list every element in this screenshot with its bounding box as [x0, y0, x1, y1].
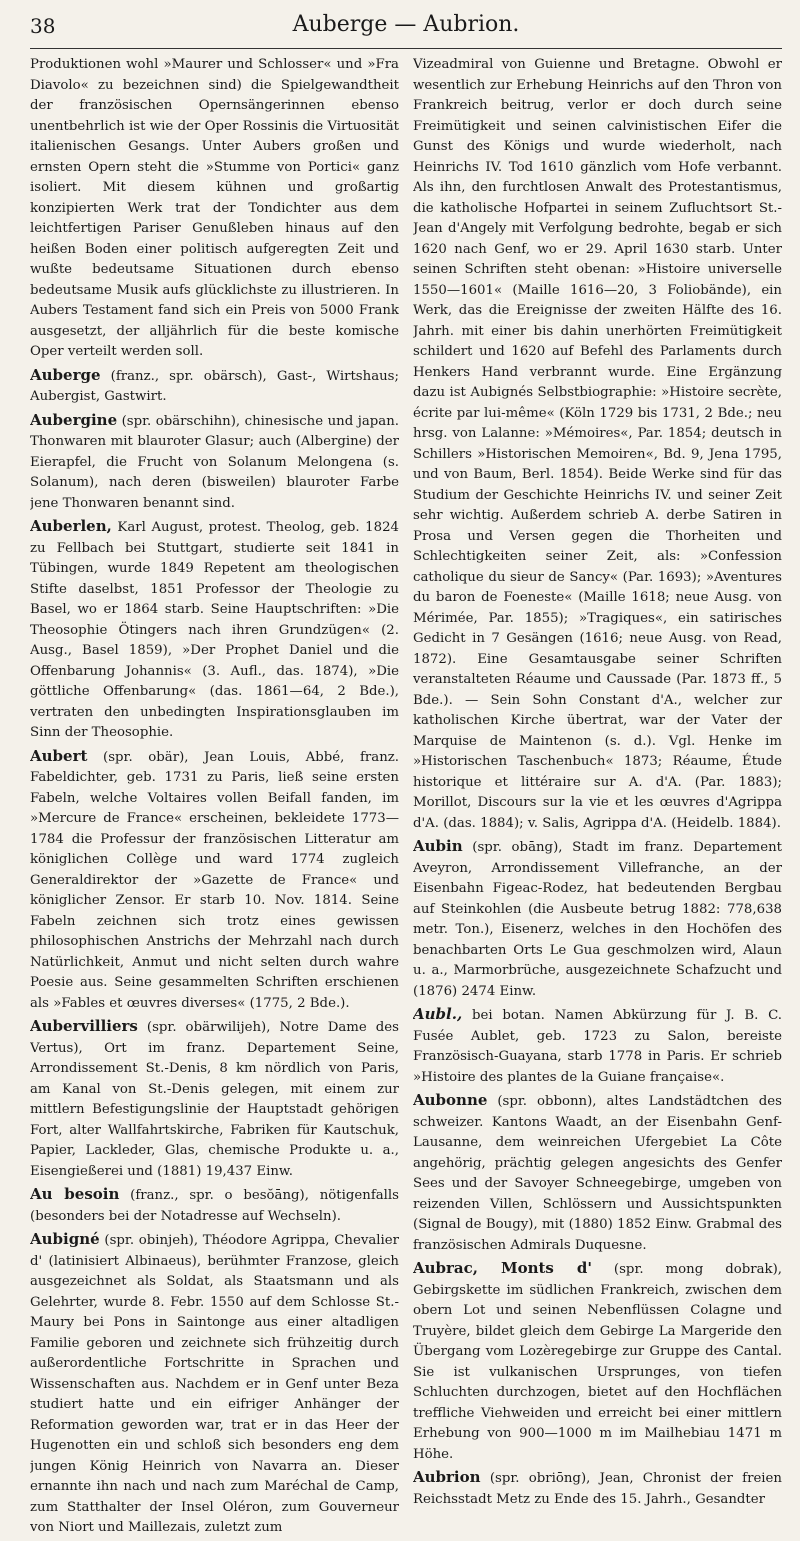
entry-headword: Aubrion — [413, 1468, 481, 1486]
entry-text: (spr. obärwilijeh), Notre Dame des Vertus), Ort im franz. Departement Seine, Arrondissement St.-Denis, 8 km nördlich von Paris, am Kanal von St.-Denis gelegen, mit einem zur mittlern Befestigungslinie der Hauptstadt gehörigen Fort, alter Wallfahrtskirche, Fabriken für Kautschuk, Papier, Lackleder, Glas, chemische Produkte u. a., Eisengießerei und (1881) 19,437 Einw. — [30, 1020, 399, 1179]
entry-text: (spr. obinjeh), Théodore Agrippa, Chevalier d' (latinisiert Albinaeus), berühmter Franzose, gleich ausgezeichnet als Soldat, als Staatsmann und als Gelehrter, wurde 8. Febr. 1550 auf dem Schlosse St.-Maury bei Pons in Saintonge aus einer altadligen Familie geboren und zeichnete sich frühzeitig durch außerordentliche Fortschritte in Sprachen und Wissenschaften aus. Nachdem er in Genf unter Beza studiert hatte und ein eifriger Anhänger der Reformation geworden war, trat er in das Heer der Hugenotten ein und schloß sich besonders eng dem jungen König Heinrich von Navarra an. Dieser ernannte ihn nach und nach zum Maréchal de Camp, zum Statthalter der Insel Oléron, zum Gouverneur von Niort und Maillezais, zuletzt zum — [30, 1233, 399, 1535]
entry-text: (spr. obärschihn), chinesische und japan. Thonwaren mit blauroter Glasur; auch (Albergine) der Eierapfel, die Frucht von Solanum Melongena (s. Solanum), nach deren (bisweilen) blauroter Farbe jene Thonwaren benannt sind. — [30, 413, 399, 511]
entry-headword: Aubrac, Monts d' — [413, 1259, 592, 1277]
dictionary-entry — [30, 365, 399, 408]
entry-text: (spr. mong dobrak), Gebirgskette im südlichen Frankreich, zwischen dem obern Lot und seinen Nebenflüssen Colagne und Truyère, bildet gleich dem Gebirge La Margeride den Übergang vom Lozèregebirge zur Gruppe des Cantal. Sie ist vulkanischen Ursprunges, von tiefen Schluchten durchzogen, bietet auf den Hochflächen treffliche Viehweiden und erreicht bei einer mittlern Erhebung von 900—1000 m im Mailhebiau 1471 m Höhe. — [413, 1262, 782, 1462]
dictionary-entry — [30, 1229, 399, 1539]
entry-headword: Aubigné — [30, 1230, 100, 1248]
dictionary-entry — [30, 1184, 399, 1227]
entry-text: (spr. obāng), Stadt im franz. Departement Aveyron, Arrondissement Villefranche, an der Eisenbahn Figeac-Rodez, hat bedeutenden Bergbau auf Steinkohlen (die Ausbeute betrug 1882: 778,638 metr. Ton.), Eisenerz, welches in den Hochöfen des benachbarten Orts Le Gua geschmolzen wird, Alaun u. a., Marmorbrüche, ausgezeichnete Schafzucht und (1876) 2474 Einw. — [413, 840, 782, 999]
right-column — [413, 55, 782, 1541]
running-head: Auberge — Aubrion. — [292, 12, 520, 37]
page-header — [30, 10, 782, 49]
entry-headword: Aubonne — [413, 1091, 488, 1109]
entry-text: (franz., spr. o besŏāng), nötigenfalls (besonders bei der Notadresse auf Wechseln). — [30, 1188, 399, 1224]
text-columns — [30, 55, 782, 1541]
dictionary-entry — [413, 1090, 782, 1256]
dictionary-entry — [30, 55, 399, 363]
entry-text: (spr. obbonn), altes Landstädtchen des schweizer. Kantons Waadt, an der Eisenbahn Genf-Lausanne, dem weinreichen Ufergebiet La Côte angehörig, prächtig gelegen angesichts des Genfer Sees und der Savoyer Schneegebirge, umgeben von reizenden Villen, Schlössern und Aussichtspunkten (Signal de Bougy), mit (1880) 1852 Einw. Grabmal des französischen Admirals Duquesne. — [413, 1094, 782, 1253]
page-number: 38 — [30, 14, 56, 38]
entry-headword: Aubergine — [30, 410, 118, 429]
entry-text: (spr. obriōng), Jean, Chronist der freien Reichsstadt Metz zu Ende des 15. Jahrh., Gesandter — [413, 1471, 782, 1507]
entry-headword: Aubl., — [413, 1005, 463, 1023]
dictionary-entry — [30, 516, 399, 744]
dictionary-entry — [413, 1467, 782, 1510]
entry-headword: Auberlen, — [30, 517, 112, 535]
dictionary-entry — [413, 1004, 782, 1088]
entry-text: Produktionen wohl »Maurer und Schlosser« und »Fra Diavolo« zu bezeichnen sind) die Spielgewandtheit der französischen Opernsängerinnen ebenso unentbehrlich ist wie der Oper Rossinis die Virtuosität italienischen Gesangs. Unter Aubers großen und ernsten Opern steht die »Stumme von Portici« ganz isoliert. Mit diesem kühnen und großartig konzipierten Werk trat der Tondichter aus dem leichtfertigen Pariser Genußleben hinaus auf den heißen Boden einer politisch aufgeregten Zeit und wußte bedeutsame Situationen durch ebenso bedeutsame Musik aufs glücklichste zu illustrieren. In Aubers Testament fand sich ein Preis von 5000 Frank ausgesetzt, der alljährlich für die beste komische Oper verteilt werden soll. — [30, 57, 399, 359]
dictionary-entry — [30, 1016, 399, 1182]
entry-text: Karl August, protest. Theolog, geb. 1824 zu Fellbach bei Stuttgart, studierte seit 1841 in Tübingen, wurde 1849 Repetent am theologischen Stifte daselbst, 1851 Professor der Theologie zu Basel, wo er 1864 starb. Seine Hauptschriften: »Die Theosophie Ötingers nach ihren Grundzügen« (2. Ausg., Basel 1859), »Der Prophet Daniel und die Offenbarung Johannis« (3. Aufl., das. 1874), »Die göttliche Offenbarung« (das. 1861—64, 2 Bde.), vertraten den unbedingten Inspirationsglauben im Sinn der Theosophie. — [30, 520, 399, 740]
dictionary-entry — [30, 410, 399, 515]
left-column — [30, 55, 399, 1541]
entry-headword: Aubert — [30, 746, 88, 765]
entry-text: (spr. obär), Jean Louis, Abbé, franz. Fabeldichter, geb. 1731 zu Paris, ließ seine ersten Fabeln, welche Voltaires vollen Beifall fanden, im »Mercure de France« erscheinen, bekleidete 1773—1784 die Professur der französischen Litteratur am königlichen Collège und ward 1774 zugleich Generaldirektor der »Gazette de France« und königlicher Zensor. Er starb 10. Nov. 1814. Seine Fabeln zeichnen sich trotz eines gewissen philosophischen Anstrichs der Mehrzahl nach durch Natürlichkeit, Anmut und nicht selten durch wahre Poesie aus. Seine gesammelten Schriften erschienen als »Fables et œuvres diverses« (1775, 2 Bde.). — [30, 749, 399, 1011]
dictionary-entry — [413, 55, 782, 834]
entry-headword: Aubin — [413, 837, 463, 855]
entry-text: Vizeadmiral von Guienne und Bretagne. Obwohl er wesentlich zur Erhebung Heinrichs auf den Thron von Frankreich beitrug, verlor er doch durch seine Freimütigkeit und seinen calvinistischen Eifer die Gunst des Königs und wurde wiederholt, nach Heinrichs IV. Tod 1610 gänzlich vom Hofe verbannt. Als ihn, den furchtlosen Anwalt des Protestantismus, die katholische Hofpartei in seinem Zufluchtsort St.-Jean d'Angely mit Verfolgung bedrohte, begab er sich 1620 nach Genf, wo er 29. April 1630 starb. Unter seinen Schriften steht obenan: »Histoire universelle 1550—1601« (Maille 1616—20, 3 Foliobände), ein Werk, das die Ereignisse der zweiten Hälfte des 16. Jahrh. mit einer bis dahin unerhörten Freimütigkeit schildert und 1620 auf Befehl des Parlaments durch Henkers Hand verbrannt wurde. Eine Ergänzung dazu ist Aubignés Selbstbiographie: »Histoire secrète, écrite par lui-même« (Köln 1729 bis 1731, 2 Bde.; neu hrsg. von Lalanne: »Mémoires«, Par. 1854; deutsch in Schillers »Historischen Memoiren«, Bd. 9, Jena 1795, und von Baum, Berl. 1854). Beide Werke sind für das Studium der Geschichte Heinrichs IV. und seiner Zeit sehr wichtig. Außerdem schrieb A. derbe Satiren in Prosa und Versen gegen die Thorheiten und Schlechtigkeiten seiner Zeit, als: »Confession catholique du sieur de Sancy« (Par. 1693); »Aventures du baron de Foeneste« (Maille 1618; neue Ausg. von Mérimée, Par. 1855); »Tragiques«, ein satirisches Gedicht in 7 Gesängen (1616; neue Ausg. von Read, 1872). Eine Gesamtausgabe seiner Schriften veranstalteten Réaume und Caussade (Par. 1873 ff., 5 Bde.). — Sein Sohn Constant d'A., welcher zur katholischen Kirche übertrat, war der Vater der Marquise de Maintenon (s. d.). Vgl. Henke im »Historischen Taschenbuch« 1873; Réaume, Étude historique et littéraire sur A. d'A. (Par. 1883); Morillot, Discours sur la vie et les œuvres d'Agrippa d'A. (das. 1884); v. Salis, Agrippa d'A. (Heidelb. 1884). — [413, 57, 782, 831]
entry-text: (franz., spr. obärsch), Gast-, Wirtshaus; Aubergist, Gastwirt. — [30, 368, 399, 404]
dictionary-entry — [413, 1258, 782, 1465]
dictionary-entry — [413, 836, 782, 1002]
entry-headword: Auberge — [30, 365, 101, 384]
entry-headword: Aubervilliers — [30, 1017, 138, 1035]
entry-headword: Au besoin — [30, 1185, 120, 1203]
entry-text: bei botan. Namen Abkürzung für J. B. C. Fusée Aublet, geb. 1723 zu Salon, bereiste Französisch-Guayana, starb 1778 in Paris. Er schrieb »Histoire des plantes de la Guiane française«. — [413, 1008, 782, 1085]
dictionary-entry — [30, 746, 399, 1015]
